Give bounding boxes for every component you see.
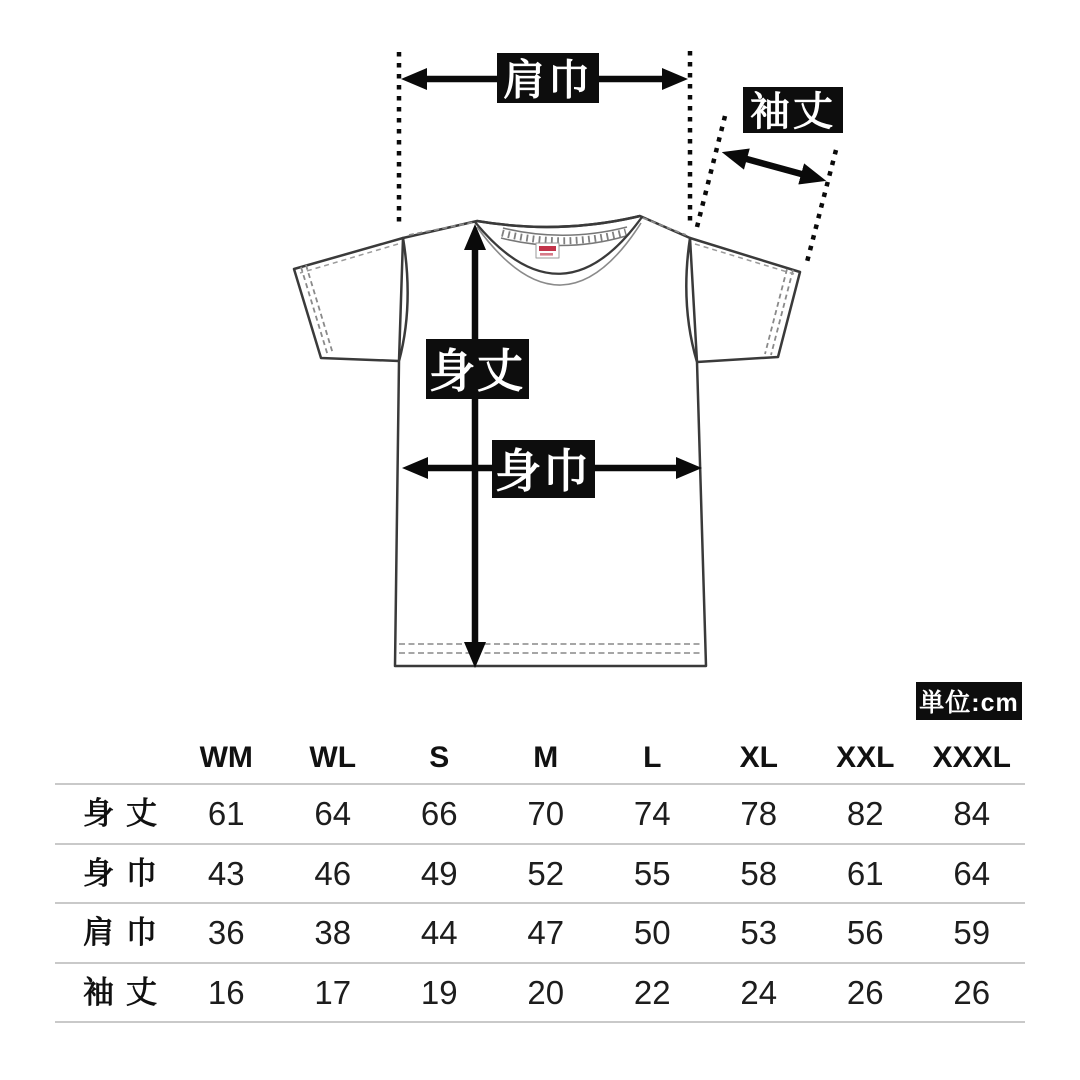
body-width-label-text: 身巾: [495, 445, 591, 497]
size-value: 26: [846, 973, 884, 1011]
col-header-s: S: [429, 741, 450, 774]
shoulder-width-label-text: 肩巾: [502, 56, 594, 104]
col-header-wl: WL: [309, 741, 357, 774]
col-header-xl: XL: [739, 741, 778, 774]
col-header-xxxl: XXXL: [932, 741, 1011, 774]
size-value: 20: [527, 973, 565, 1011]
left-sleeve: [294, 238, 403, 361]
sleeve-length-arrow: [743, 158, 805, 175]
size-value: 78: [740, 795, 778, 833]
size-value: 46: [314, 854, 352, 892]
size-value: 44: [420, 914, 458, 952]
size-value: 58: [740, 854, 778, 892]
body-length-label-text: 身丈: [429, 345, 525, 397]
sleeve-guide-upper: [697, 116, 725, 227]
size-value: 82: [846, 795, 884, 833]
table-header-row: [55, 733, 1025, 785]
size-value: 38: [314, 914, 352, 952]
size-value: 50: [633, 914, 671, 952]
collar-brand-label: [536, 243, 559, 258]
sleeve-length-label: [743, 87, 843, 134]
size-value: 26: [953, 973, 991, 1011]
size-value: 64: [953, 854, 991, 892]
size-value: 52: [527, 854, 565, 892]
size-value: 74: [633, 795, 671, 833]
size-value: 43: [207, 854, 245, 892]
unit-badge-text: 単位:cm: [919, 689, 1019, 717]
size-value: 61: [846, 854, 884, 892]
row-label: 身巾: [83, 855, 169, 891]
size-value: 66: [420, 795, 458, 833]
right-sleeve: [690, 238, 800, 362]
size-value: 61: [207, 795, 245, 833]
size-value: 16: [207, 973, 245, 1011]
table-row-shoulder-width: [55, 904, 1025, 964]
row-label: 袖丈: [83, 974, 169, 1010]
col-header-wm: WM: [199, 741, 253, 774]
size-value: 70: [527, 795, 565, 833]
table-row-sleeve-length: [55, 964, 1025, 1024]
size-value: 17: [314, 973, 352, 1011]
sleeve-length-label-text: 袖丈: [750, 90, 836, 134]
sleeve-guide-lower: [807, 150, 836, 262]
body-width-label: [492, 440, 595, 498]
size-value: 55: [633, 854, 671, 892]
shoulder-width-label: [497, 53, 599, 104]
table-row-body-width: [55, 845, 1025, 905]
row-label: 肩巾: [83, 915, 169, 951]
table-row-body-length: [55, 785, 1025, 845]
size-value: 24: [740, 973, 778, 1011]
size-value: 47: [527, 914, 565, 952]
unit-badge: [916, 682, 1022, 720]
size-value: 19: [420, 973, 458, 1011]
size-table: [55, 733, 1025, 1023]
size-value: 22: [633, 973, 671, 1011]
size-value: 59: [953, 914, 991, 952]
col-header-m: M: [533, 741, 559, 774]
size-value: 56: [846, 914, 884, 952]
size-value: 53: [740, 914, 778, 952]
col-header-l: L: [643, 741, 662, 774]
size-value: 64: [314, 795, 352, 833]
row-label: 身丈: [83, 796, 169, 832]
body-length-label: [426, 339, 529, 399]
size-value: 49: [420, 854, 458, 892]
size-value: 36: [207, 914, 245, 952]
col-header-xxl: XXL: [836, 741, 895, 774]
size-value: 84: [953, 795, 991, 833]
